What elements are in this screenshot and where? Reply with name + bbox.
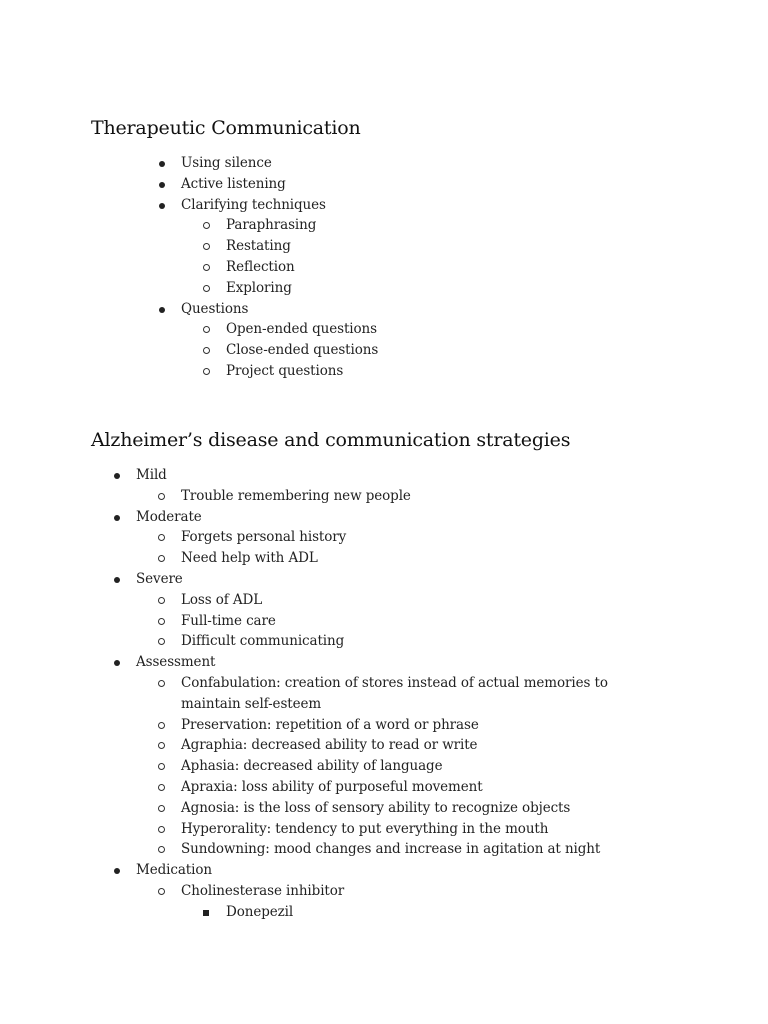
list-item-text: Reflection <box>226 258 295 275</box>
list-item-text: Hyperorality: tendency to put everything in the mouth <box>181 820 549 837</box>
hollow-circle-bullet-icon <box>158 846 165 853</box>
list-item <box>136 902 696 923</box>
list-item <box>181 278 741 299</box>
filled-disc-bullet-icon <box>159 307 165 313</box>
list-item <box>181 340 741 361</box>
list-item <box>136 527 696 548</box>
list-item-text: Agnosia: is the loss of sensory ability to recognize objects <box>181 799 571 816</box>
list-item <box>181 319 741 340</box>
list-item <box>181 195 741 216</box>
section-heading-alzheimers: Alzheimer’s disease and communication strategies <box>91 429 571 451</box>
list-item <box>136 777 696 798</box>
section-heading-therapeutic-communication: Therapeutic Communication <box>91 117 361 139</box>
list-item <box>136 569 696 590</box>
list-item-text: Difficult communicating <box>181 633 345 650</box>
list-item-text: Paraphrasing <box>226 217 317 234</box>
list-item-text: Close-ended questions <box>226 342 379 359</box>
list-item <box>136 652 696 673</box>
list-item <box>136 715 696 736</box>
list-item-text: Using silence <box>181 155 272 171</box>
list-item <box>136 631 696 652</box>
list-item <box>136 486 696 507</box>
list-item-text: Questions <box>181 300 249 317</box>
list-item-text: Donepezil <box>226 903 294 920</box>
list-item-text: Cholinesterase inhibitor <box>181 882 345 899</box>
list-item-text: Aphasia: decreased ability of language <box>181 758 443 775</box>
list-item <box>136 465 696 486</box>
list-item <box>181 236 741 257</box>
list-item <box>136 756 696 777</box>
list-item <box>181 361 741 382</box>
list-item <box>181 299 741 320</box>
list-item-text: Confabulation: creation of stores instead of actual memories to maintain self-esteem <box>181 674 608 712</box>
list-item-text: Restating <box>226 238 291 255</box>
list-item-text: Preservation: repetition of a word or phrase <box>181 716 479 733</box>
list-item <box>136 507 696 528</box>
hollow-circle-bullet-icon <box>158 722 165 729</box>
hollow-circle-bullet-icon <box>158 555 165 562</box>
hollow-circle-bullet-icon <box>158 638 165 645</box>
filled-disc-bullet-icon <box>159 203 165 209</box>
list-item-text: Active listening <box>181 175 286 192</box>
filled-disc-bullet-icon <box>159 161 165 167</box>
list-item-text: Trouble remembering new people <box>181 487 411 504</box>
list-item <box>136 735 696 756</box>
filled-disc-bullet-icon <box>114 868 120 874</box>
filled-disc-bullet-icon <box>114 473 120 479</box>
list-item <box>136 839 696 860</box>
list-item-text: Sundowning: mood changes and increase in agitation at night <box>181 841 601 858</box>
hollow-circle-bullet-icon <box>158 805 165 812</box>
hollow-circle-bullet-icon <box>203 264 210 271</box>
list-item <box>136 590 696 611</box>
list-item-text: Medication <box>136 862 212 879</box>
hollow-circle-bullet-icon <box>203 222 210 229</box>
hollow-circle-bullet-icon <box>158 784 165 791</box>
hollow-circle-bullet-icon <box>158 534 165 541</box>
list-item-text: Open-ended questions <box>226 321 377 338</box>
list-item <box>181 153 741 174</box>
list-item-text: Loss of ADL <box>181 591 263 608</box>
list-item <box>181 174 741 195</box>
filled-disc-bullet-icon <box>114 515 120 521</box>
hollow-circle-bullet-icon <box>158 826 165 833</box>
filled-disc-bullet-icon <box>159 182 165 188</box>
hollow-circle-bullet-icon <box>203 243 210 250</box>
list-item-text: Apraxia: loss ability of purposeful movement <box>181 778 483 795</box>
list-item <box>136 798 696 819</box>
hollow-circle-bullet-icon <box>158 493 165 500</box>
hollow-circle-bullet-icon <box>158 597 165 604</box>
hollow-circle-bullet-icon <box>203 326 210 333</box>
list-item-text: Mild <box>136 467 167 483</box>
list-item <box>181 215 741 236</box>
list-item <box>136 673 696 715</box>
list-item-text: Full-time care <box>181 612 276 629</box>
list-item <box>136 881 696 902</box>
list-item <box>136 860 696 881</box>
alzheimers-strategies-list <box>136 465 696 923</box>
list-item-text: Exploring <box>226 279 292 296</box>
list-item-text: Forgets personal history <box>181 529 347 546</box>
list-item <box>136 548 696 569</box>
list-item-text: Need help with ADL <box>181 550 318 567</box>
filled-square-bullet-icon <box>203 910 209 916</box>
hollow-circle-bullet-icon <box>158 742 165 749</box>
list-item-text: Agraphia: decreased ability to read or write <box>181 737 478 754</box>
hollow-circle-bullet-icon <box>203 285 210 292</box>
list-item-text: Severe <box>136 570 183 587</box>
hollow-circle-bullet-icon <box>158 888 165 895</box>
list-item-text: Clarifying techniques <box>181 196 326 213</box>
list-item-text: Assessment <box>136 654 216 671</box>
list-item <box>136 819 696 840</box>
hollow-circle-bullet-icon <box>158 680 165 687</box>
filled-disc-bullet-icon <box>114 577 120 583</box>
hollow-circle-bullet-icon <box>158 763 165 770</box>
list-item-text: Moderate <box>136 508 202 525</box>
list-item <box>181 257 741 278</box>
list-item <box>136 611 696 632</box>
hollow-circle-bullet-icon <box>203 347 210 354</box>
hollow-circle-bullet-icon <box>203 368 210 375</box>
filled-disc-bullet-icon <box>114 660 120 666</box>
therapeutic-communication-list <box>181 153 741 382</box>
list-item-text: Project questions <box>226 362 344 379</box>
hollow-circle-bullet-icon <box>158 618 165 625</box>
